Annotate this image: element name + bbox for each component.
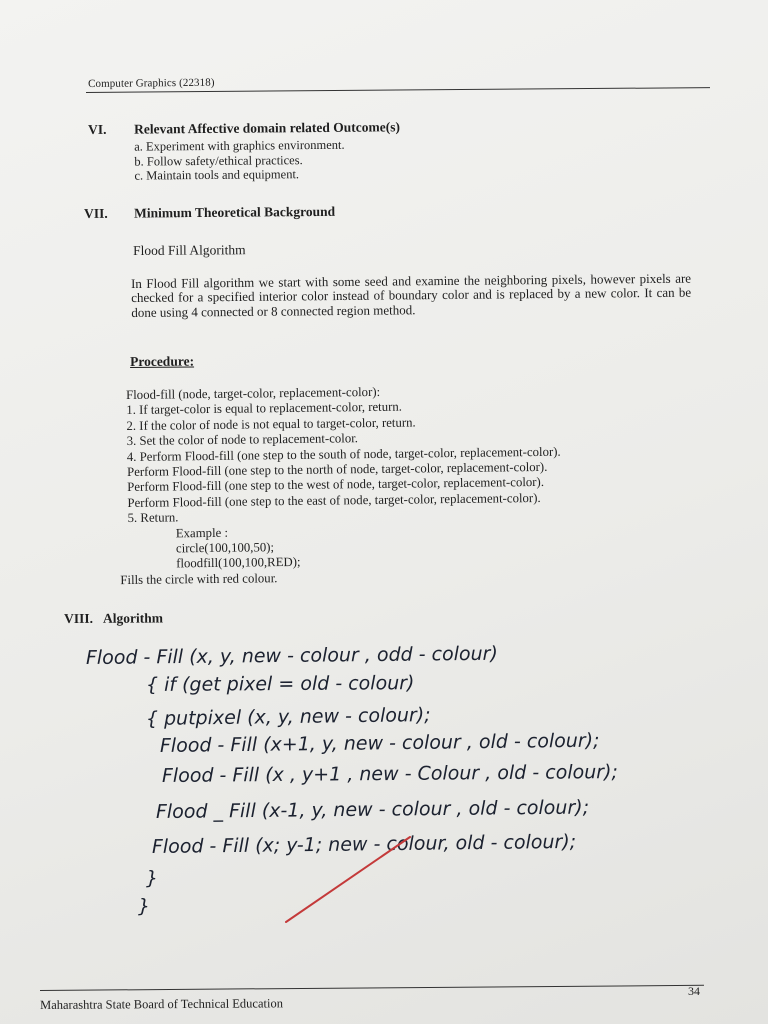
procedure-line: Perform Flood-fill (one step to the west of node, target-color, replacement-color).: [127, 475, 545, 495]
section-vii-heading: Minimum Theoretical Background: [133, 203, 336, 221]
handwritten-line: Flood _ Fill (x-1, y, new - colour , old - colour);: [155, 796, 590, 823]
handwritten-line: }: [146, 867, 159, 889]
procedure-heading: Procedure:: [130, 353, 195, 369]
list-item: c. Maintain tools and equipment.: [134, 167, 300, 183]
handwritten-line: Flood - Fill (x , y+1 , new - Colour , old - colour);: [161, 761, 618, 787]
procedure-line: Perform Flood-fill (one step to the north of node, target-color, replacement-color).: [126, 459, 548, 480]
procedure-line: Perform Flood-fill (one step to the east of node, target-color, replacement-color).: [127, 490, 541, 510]
procedure-line: Flood-fill (node, target-color, replacement-color):: [126, 384, 381, 402]
list-item: a. Experiment with graphics environment.: [134, 137, 345, 154]
example-code-line: circle(100,100,50);: [175, 540, 275, 556]
section-vi-heading: Relevant Affective domain related Outcome(s): [133, 119, 401, 137]
page-number: 34: [688, 984, 700, 998]
section-vi-number: VI.: [88, 121, 107, 137]
procedure-line: 2. If the color of node is not equal to target-color, return.: [126, 415, 416, 433]
example-result: Fills the circle with red colour.: [120, 571, 278, 587]
section-viii-number: VIII.: [64, 610, 93, 626]
procedure-line: 1. If target-color is equal to replacement-color, return.: [126, 400, 403, 418]
example-label: Example :: [175, 525, 229, 541]
handwritten-line: }: [138, 895, 151, 917]
example-code-line: floodfill(100,100,RED);: [176, 555, 301, 571]
handwritten-line: { putpixel (x, y, new - colour);: [145, 704, 431, 730]
section-viii-heading: Algorithm: [102, 610, 163, 626]
handwritten-line: Flood - Fill (x+1, y, new - colour , old - colour);: [159, 729, 600, 757]
list-item: b. Follow safety/ethical practices.: [134, 152, 303, 169]
procedure-line: 4. Perform Flood-fill (one step to the south of node, target-color, replacement-color).: [126, 444, 561, 464]
header-course-title: Computer Graphics (22318): [88, 76, 215, 90]
procedure-line: 5. Return.: [127, 510, 179, 526]
handwritten-line: Flood - Fill (x, y, new - colour , odd - colour): [85, 642, 498, 669]
handwritten-line: { if (get pixel = old - colour): [145, 672, 415, 696]
handwritten-line: Flood - Fill (x; y-1; new - colour, old - colour);: [151, 830, 577, 858]
procedure-line: 3. Set the color of node to replacement-color.: [126, 431, 359, 449]
footer-board-name: Maharashtra State Board of Technical Education: [40, 996, 283, 1012]
flood-fill-subheading: Flood Fill Algorithm: [133, 242, 246, 258]
section-vii-number: VII.: [84, 205, 108, 221]
flood-fill-description: In Flood Fill algorithm we start with some seed and examine the neighboring pixels, however pixels are checked for a specified interior color instead of boundary color and is replaced by a new color. It can be done using 4 connected or 8 connected region method.: [130, 270, 692, 320]
